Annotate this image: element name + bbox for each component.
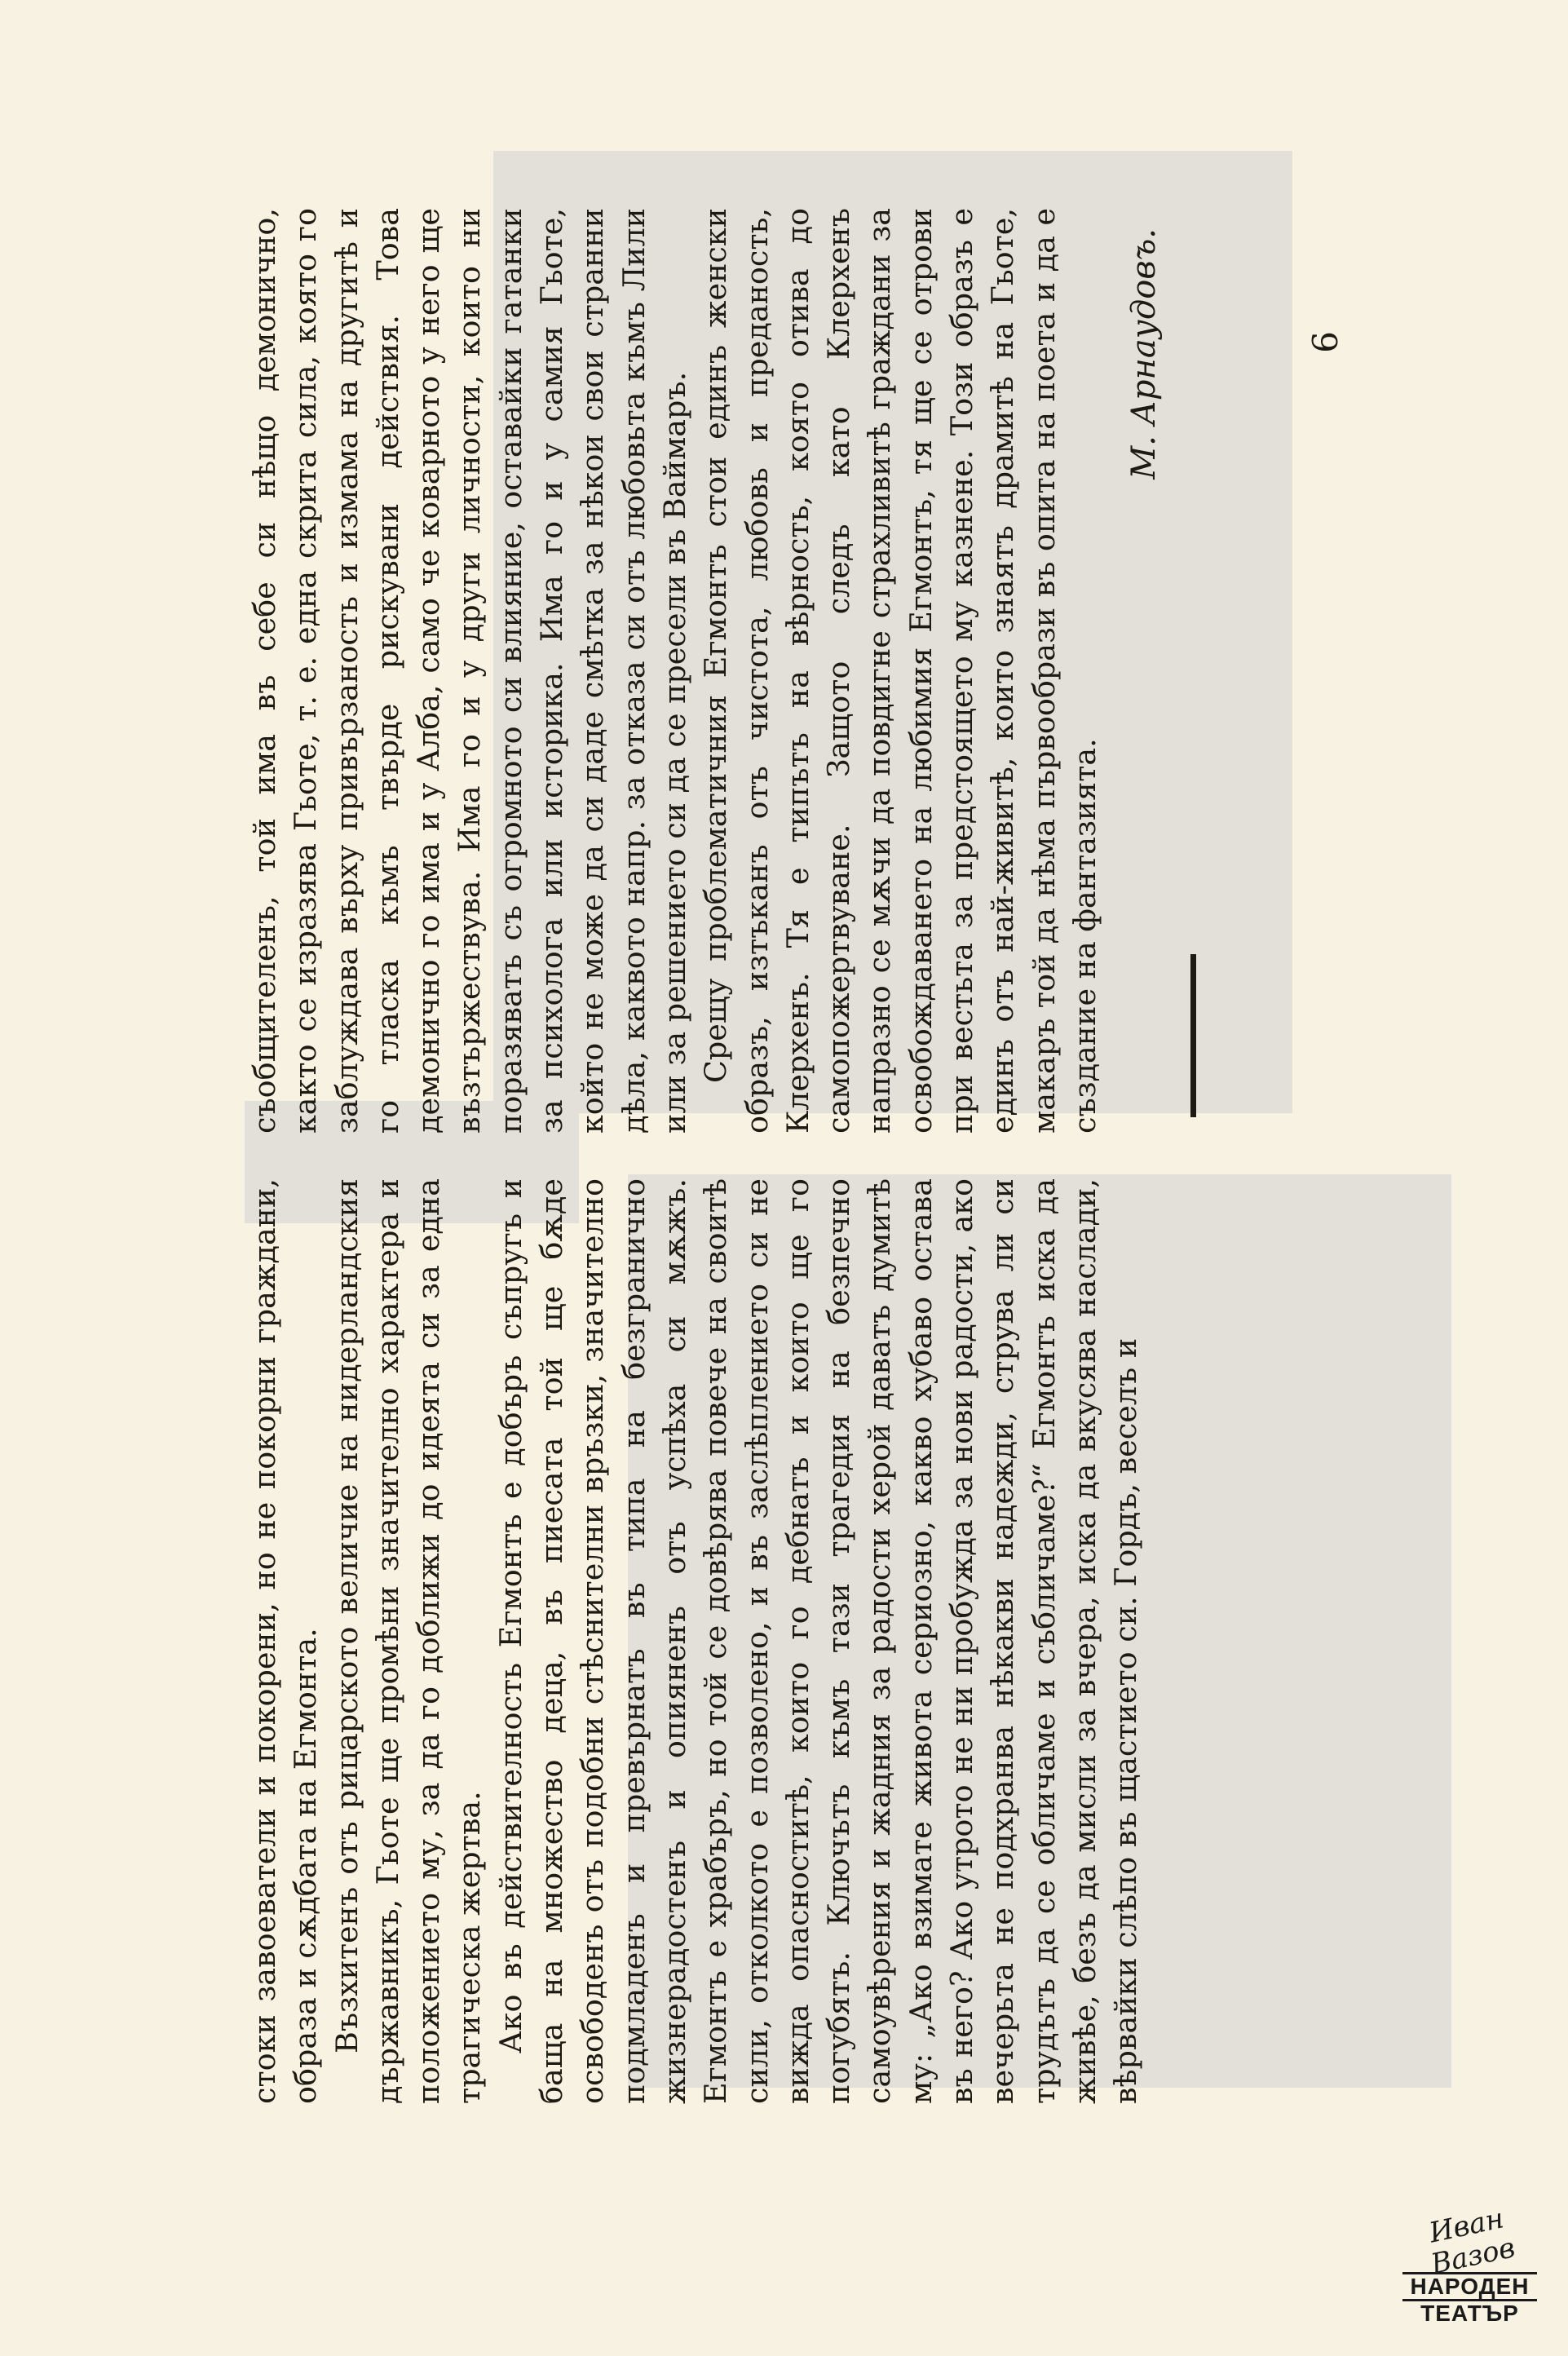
paragraph: Възхитенъ отъ рицарското величие на нидерландския държавникъ, Гьоте ще промѣни значително характера и положението му, за да го доближи до идеята си за една трагическа жертва. [329,1178,488,2104]
stamp-line-2: ТЕАТЪР [1420,2301,1519,2326]
paragraph: стоки завоеватели и покорени, но не покорни граждани, образа и сѫдбата на Егмонта. [247,1178,324,2104]
text-column-right [245,208,1451,1134]
theatre-stamp-logo [1402,2202,1537,2332]
paragraph: Срещу проблематичния Егмонтъ стои единъ женски образъ, изтъканъ отъ чистота, любовь и преданость, Клерхенъ. Тя е типътъ на вѣрность, която отива до самопожертвуване. Защото следъ като Клерхенъ напразно се мѫчи да повдигне страхливитѣ граждани за освобождаването на любимия Егмонтъ, тя ще се отрови при вестьта за предстоящето му казнене. Този образъ е единъ отъ най-живитѣ, които знаятъ драмитѣ на Гьоте, макаръ той да нѣма първообрази въ опита на поета и да е създание на фантазията. [698,208,1102,1134]
paragraph: съобщителенъ, той има въ себе си нѣщо демонично, както се изразява Гьоте, т. е. една скрита сила, която го заблуждава върху привързаность и измама на другитѣ и го тласка къмъ твърде рискувани действия. Това демонично го има и у Алба, само че коварното у него ще възтържествува. Има го и у други личности, които ни поразяватъ съ огромното си влияние, оставайки гатанки за психолога или историка. Има го и у самия Гьоте, който не може да си даде смѣтка за нѣкои свои странни дѣла, каквото напр. за отказа си отъ любовьта къмъ Лили или за решението си да се пресели въ Ваймаръ. [247,208,692,1134]
stamp-script: Иван Вазов [1426,2202,1518,2281]
stamp-line-1: НАРОДЕН [1402,2272,1537,2301]
author-signature: М. Арнаудовъ. [1125,228,1163,480]
page-number: 9 [1303,331,1344,353]
text-column-left [245,1178,1451,2104]
divider-rule [1190,954,1196,1117]
paragraph: Ако въ действителность Егмонтъ е добъръ съпругъ и баща на множество деца, въ пиесата той ще бѫде освободенъ отъ подобни стѣснителни връзки, значително подмладенъ и превърнатъ въ типа на безгранично жизнерадостенъ и опияненъ отъ успѣха си мѫжъ. Егмонтъ е храбъръ, но той се довѣрява повече на своитѣ сили, отколкото е позволено, и въ заслѣплението си не вижда опасноститѣ, които го дебнатъ и които ще го погубятъ. Ключътъ къмъ тази трагедия на безпечно самоувѣрения и жадния за радости херой даватъ думитѣ му: „Ако взимате живота сериозно, какво хубаво остава въ него? Ако утрото не ни пробужда за нови радости, ако вечерьта не подхранва нѣкакви надежди, струва ли си трудътъ да се обличаме и събличаме?“ Егмонтъ иска да живѣе, безъ да мисли за вчера, иска да вкусява наслади, вѣрвайки слѣпо въ щастието си. Гордъ, веселъ и [492,1178,1144,2104]
rotated-content [245,147,1451,2104]
